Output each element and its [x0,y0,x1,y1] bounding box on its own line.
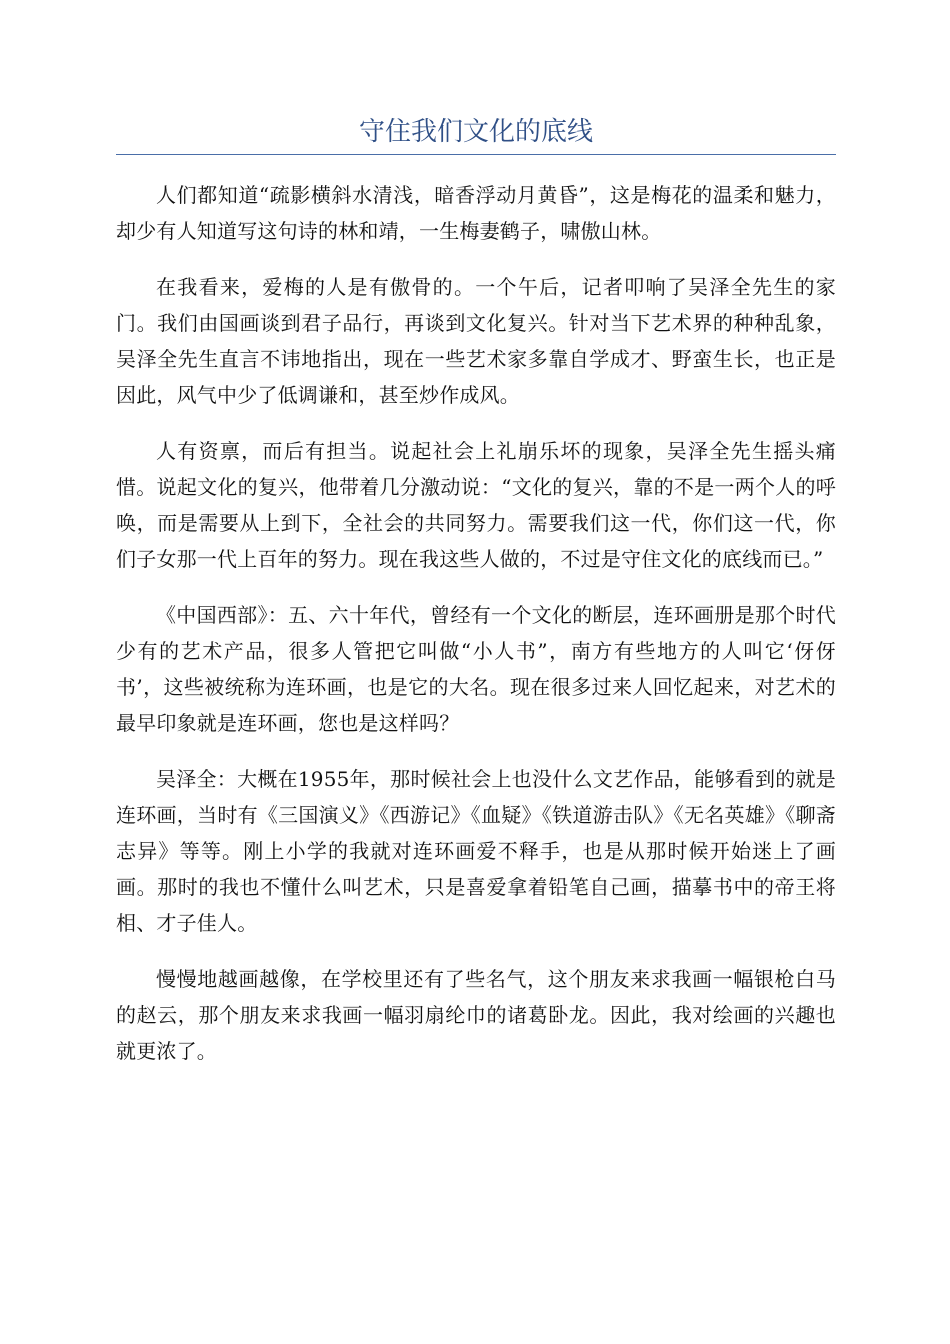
paragraph-2: 在我看来，爱梅的人是有傲骨的。一个午后，记者叩响了吴泽全先生的家门。我们由国画谈到君子品行，再谈到文化复兴。针对当下艺术界的种种乱象，吴泽全先生直言不讳地指出，现在一些艺术家多靠自学成才、野蛮生长，也正是因此，风气中少了低调谦和，甚至炒作成风。 [116,275,836,407]
title-underline [116,154,836,155]
paragraph-5: 吴泽全：大概在1955年，那时候社会上也没什么文艺作品，能够看到的就是连环画，当时有《三国演义》《西游记》《血疑》《铁道游击队》《无名英雄》《聊斋志异》等等。刚上小学的我就对连环画爱不释手，也是从那时候开始迷上了画画。那时的我也不懂什么叫艺术，只是喜爱拿着铅笔自己画，描摹书中的帝王将相、才子佳人。 [116,767,836,935]
document-title: 守住我们文化的底线 [358,117,593,147]
document-body [116,177,836,1069]
paragraph-1: 人们都知道“疏影横斜水清浅，暗香浮动月黄昏”，这是梅花的温柔和魅力，却少有人知道写这句诗的林和靖，一生梅妻鹤子，啸傲山林。 [116,183,836,243]
document-page [116,112,836,1089]
paragraph-6: 慢慢地越画越像，在学校里还有了些名气，这个朋友来求我画一幅银枪白马的赵云，那个朋友来求我画一幅羽扇纶巾的诸葛卧龙。因此，我对绘画的兴趣也就更浓了。 [116,967,836,1063]
paragraph-4: 《中国西部》：五、六十年代，曾经有一个文化的断层，连环画册是那个时代少有的艺术产品，很多人管把它叫做“小人书”，南方有些地方的人叫它‘伢伢书’，这些被统称为连环画，也是它的大名。现在很多过来人回忆起来，对艺术的最早印象就是连环画，您也是这样吗？ [116,603,836,735]
paragraph-3: 人有资禀，而后有担当。说起社会上礼崩乐坏的现象，吴泽全先生摇头痛惜。说起文化的复兴，他带着几分激动说：“文化的复兴，靠的不是一两个人的呼唤，而是需要从上到下，全社会的共同努力。需要我们这一代，你们这一代，你们子女那一代上百年的努力。现在我这些人做的，不过是守住文化的底线而已。” [116,439,836,571]
